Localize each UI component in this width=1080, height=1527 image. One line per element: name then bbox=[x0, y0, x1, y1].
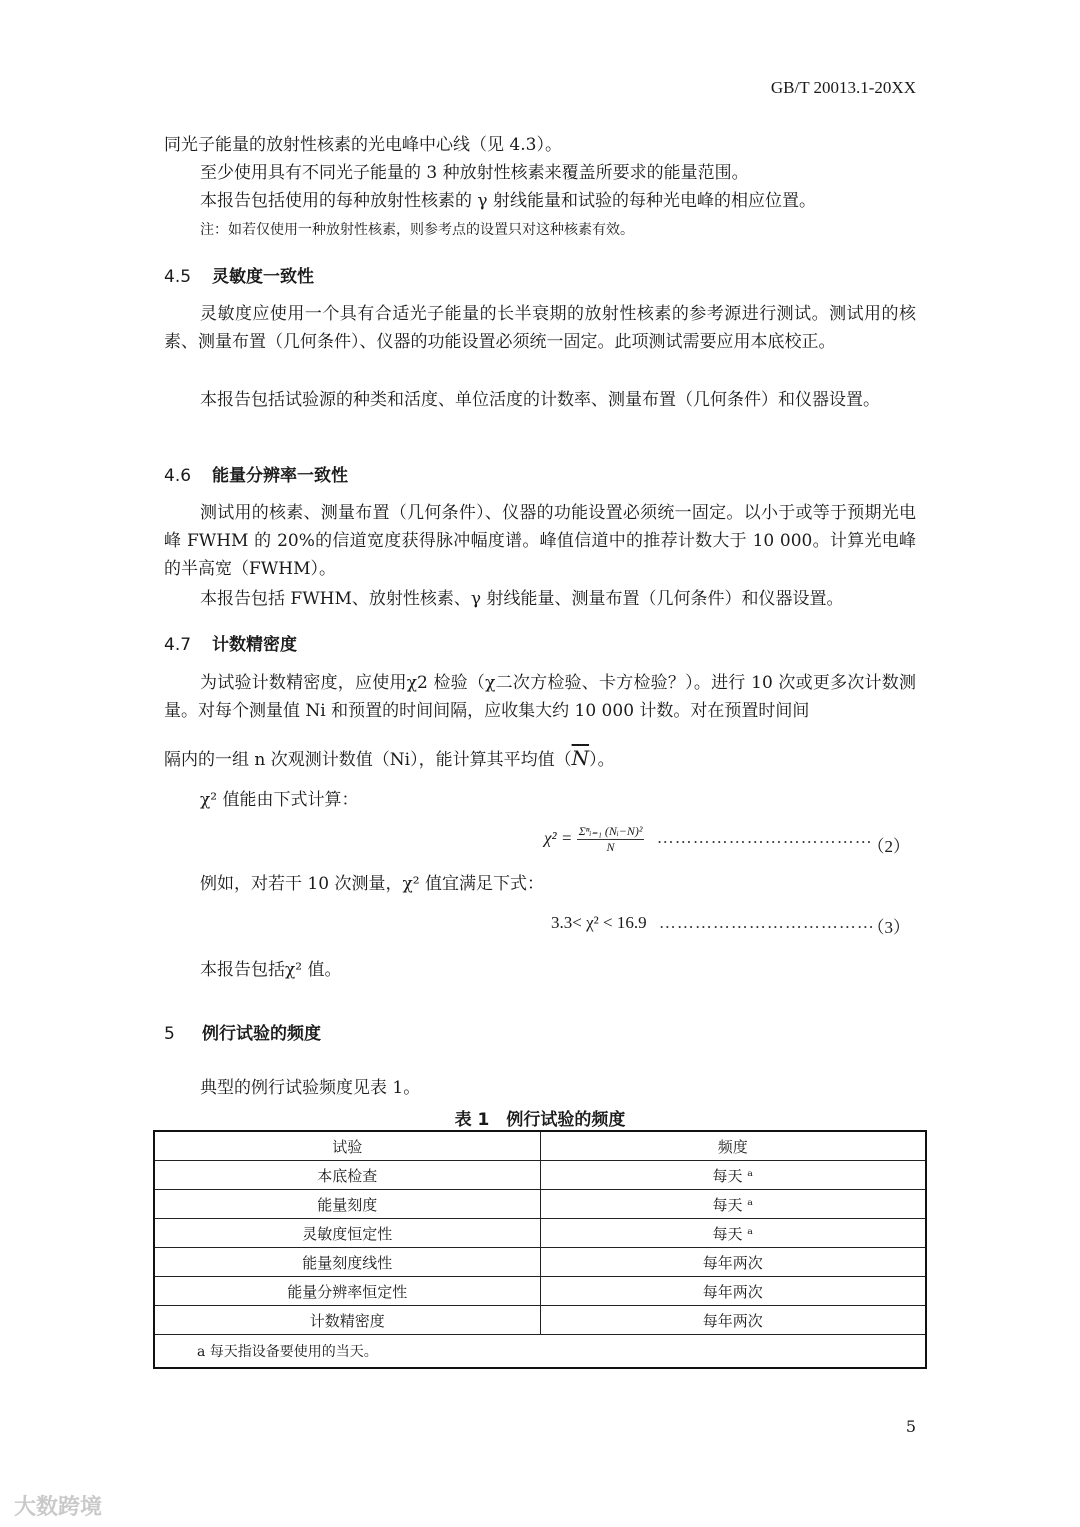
text: ）。 bbox=[589, 750, 615, 770]
section-number: 4.7 bbox=[164, 635, 192, 655]
header-cell: 试验 bbox=[154, 1131, 540, 1161]
eq-lhs: χ² = bbox=[544, 828, 573, 848]
table-title: 表 1 例行试验的频度 bbox=[454, 1110, 626, 1130]
equation-2 bbox=[544, 824, 873, 855]
table-row bbox=[154, 1306, 926, 1335]
section-heading-4-7 bbox=[164, 630, 297, 655]
cell-test: 能量刻度线性 bbox=[154, 1248, 540, 1277]
equation-number: （3） bbox=[867, 918, 910, 937]
paragraph: χ² 值能由下式计算： bbox=[200, 790, 359, 810]
leader-dots: ……………………………… bbox=[658, 913, 875, 932]
table-row bbox=[154, 1219, 926, 1248]
paragraph: 例如，对若干 10 次测量，χ² 值宜满足下式： bbox=[200, 874, 544, 894]
leader-dots: ……………………………… bbox=[656, 828, 873, 848]
section-heading-5 bbox=[164, 1019, 321, 1044]
n-bar-symbol: $\overline{N}$ bbox=[571, 746, 590, 770]
cell-frequency: 每天 ᵃ bbox=[540, 1219, 926, 1248]
table-row bbox=[154, 1277, 926, 1306]
text: 隔内的一组 n 次观测计数值（Ni），能计算其平均值（ bbox=[164, 750, 572, 770]
cell-test: 灵敏度恒定性 bbox=[154, 1219, 540, 1248]
table-row bbox=[154, 1248, 926, 1277]
note: 注：如若仅使用一种放射性核素，则参考点的设置只对这种核素有效。 bbox=[200, 222, 634, 238]
paragraph: 本报告包括χ² 值。 bbox=[200, 960, 342, 980]
cell-frequency: 每年两次 bbox=[540, 1306, 926, 1335]
paragraph: 本报告包括试验源的种类和活度、单位活度的计数率、测量布置（几何条件）和仪器设置。 bbox=[200, 390, 880, 410]
paragraph: 本报告包括 FWHM、放射性核素、γ 射线能量、测量布置（几何条件）和仪器设置。 bbox=[200, 589, 844, 609]
section-title: 例行试验的频度 bbox=[202, 1024, 321, 1044]
paragraph: 同光子能量的放射性核素的光电峰中心线（见 4.3）。 bbox=[164, 135, 562, 155]
eq-denominator: N bbox=[606, 840, 615, 854]
table-footnote: a 每天指设备要使用的当天。 bbox=[154, 1335, 926, 1369]
watermark-logo: 大数跨境 bbox=[14, 1495, 103, 1520]
paragraph: 为试验计数精密度，应使用χ2 检验（χ二次方检验、卡方检验？）。进行 10 次或更多次计数测量。对每个测量值 Ni 和预置的时间间隔，应收集大约 10 000 计数。对在预置时间间 bbox=[164, 673, 916, 721]
section-heading-4-6 bbox=[164, 461, 348, 486]
eq-expression: 3.3< χ² < 16.9 bbox=[551, 913, 647, 932]
frequency-table bbox=[153, 1130, 927, 1369]
cell-frequency: 每天 ᵃ bbox=[540, 1190, 926, 1219]
equation-3 bbox=[551, 913, 875, 933]
eq-fraction bbox=[577, 824, 645, 855]
section-title: 灵敏度一致性 bbox=[212, 267, 314, 287]
table-row bbox=[154, 1161, 926, 1190]
cell-test: 能量刻度 bbox=[154, 1190, 540, 1219]
section-number: 4.5 bbox=[164, 267, 192, 287]
section-number: 4.6 bbox=[164, 466, 192, 486]
table-row bbox=[154, 1190, 926, 1219]
table-footnote-row bbox=[154, 1335, 926, 1369]
cell-frequency: 每年两次 bbox=[540, 1277, 926, 1306]
paragraph-mean bbox=[164, 744, 916, 774]
section-title: 计数精密度 bbox=[212, 635, 297, 655]
paragraph: 灵敏度应使用一个具有合适光子能量的长半衰期的放射性核素的参考源进行测试。测试用的核素、测量布置（几何条件）、仪器的功能设置必须统一固定。此项测试需要应用本底校正。 bbox=[164, 304, 916, 352]
cell-test: 计数精密度 bbox=[154, 1306, 540, 1335]
document-code: GB/T 20013.1-20XX bbox=[770, 78, 916, 97]
paragraph: 至少使用具有不同光子能量的 3 种放射性核素来覆盖所要求的能量范围。 bbox=[200, 163, 749, 183]
paragraph: 典型的例行试验频度见表 1。 bbox=[200, 1078, 421, 1098]
cell-frequency: 每年两次 bbox=[540, 1248, 926, 1277]
page-number: 5 bbox=[905, 1417, 916, 1436]
cell-test: 本底检查 bbox=[154, 1161, 540, 1190]
paragraph: 测试用的核素、测量布置（几何条件）、仪器的功能设置必须统一固定。以小于或等于预期光电峰 FWHM 的 20%的信道宽度获得脉冲幅度谱。峰值信道中的推荐计数大于 10 000。计算光电峰的半高宽（FWHM）。 bbox=[164, 503, 916, 579]
cell-frequency: 每天 ᵃ bbox=[540, 1161, 926, 1190]
section-number: 5 bbox=[164, 1024, 175, 1044]
section-title: 能量分辨率一致性 bbox=[212, 466, 348, 486]
table-header-row bbox=[154, 1131, 926, 1161]
header-cell: 频度 bbox=[540, 1131, 926, 1161]
section-heading-4-5 bbox=[164, 262, 314, 287]
equation-number: （2） bbox=[867, 837, 910, 856]
eq-numerator: Σⁿᵢ₌₁ (Nᵢ−N)² bbox=[578, 824, 643, 838]
paragraph: 本报告包括使用的每种放射性核素的 γ 射线能量和试验的每种光电峰的相应位置。 bbox=[200, 191, 816, 211]
cell-test: 能量分辨率恒定性 bbox=[154, 1277, 540, 1306]
